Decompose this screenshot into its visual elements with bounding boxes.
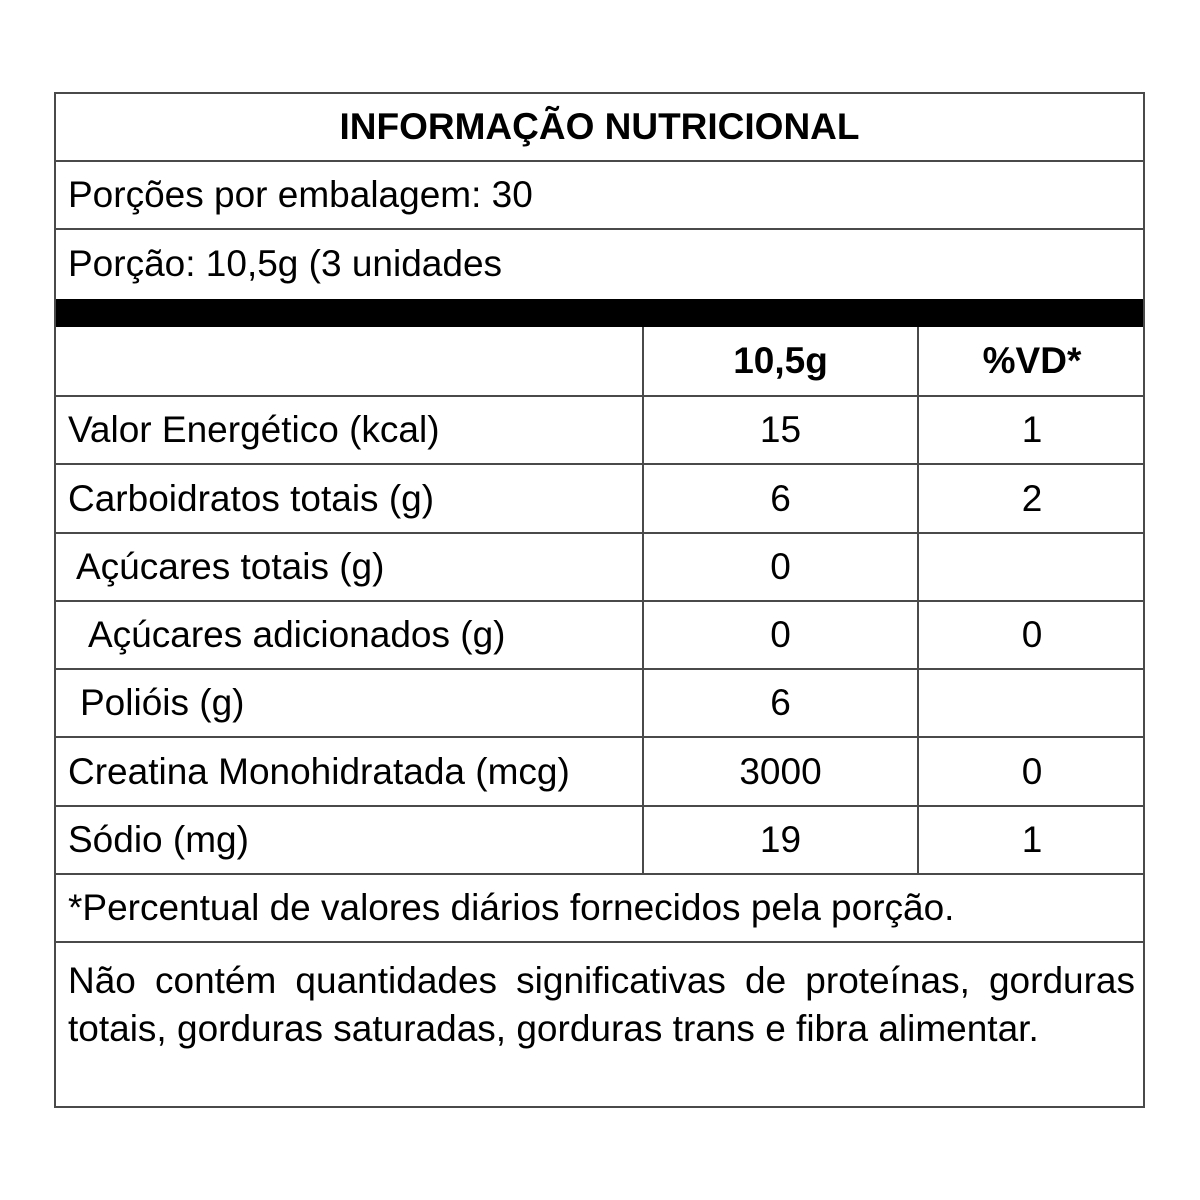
nutrient-amount: 0	[644, 602, 919, 668]
nutrient-amount: 15	[644, 397, 919, 463]
header-amount: 10,5g	[644, 327, 919, 395]
nutrient-name: Polióis (g)	[56, 670, 644, 736]
nutrient-amount: 6	[644, 465, 919, 532]
nutrient-amount: 0	[644, 534, 919, 600]
nutrient-name: Açúcares adicionados (g)	[56, 602, 644, 668]
nutrient-daily-value: 0	[1021, 750, 1043, 792]
table-row	[56, 670, 1143, 738]
nutrition-facts-panel	[54, 92, 1145, 1108]
table-row	[56, 738, 1143, 807]
table-row	[56, 465, 1143, 534]
footnote: *Percentual de valores diários fornecidos pela porção.	[56, 875, 1143, 943]
panel-title: INFORMAÇÃO NUTRICIONAL	[56, 94, 1143, 162]
nutrient-name: Valor Energético (kcal)	[56, 397, 644, 463]
serving-size: Porção: 10,5g (3 unidades	[68, 243, 503, 284]
nutrient-daily-value: 1	[1021, 819, 1043, 860]
table-row	[56, 397, 1143, 465]
nutrient-daily-value: 1	[1021, 409, 1043, 450]
nutrient-name: Creatina Monohidratada (mcg)	[56, 738, 644, 805]
nutrient-daily-value: 2	[1021, 477, 1043, 519]
table-row	[56, 807, 1143, 875]
table-header-row	[56, 327, 1143, 397]
nutrient-daily-value: 0	[1021, 614, 1043, 655]
nutrient-amount: 3000	[644, 738, 919, 805]
header-daily-value: %VD*	[982, 340, 1082, 381]
table-row	[56, 602, 1143, 670]
nutrient-name: Carboidratos totais (g)	[56, 465, 644, 532]
nutrient-amount: 6	[644, 670, 919, 736]
nutrient-name: Sódio (mg)	[56, 807, 644, 873]
servings-per-package: Porções por embalagem: 30	[56, 162, 1143, 230]
header-nutrient	[56, 327, 644, 395]
thick-divider	[56, 299, 1143, 327]
nutrient-name: Açúcares totais (g)	[56, 534, 644, 600]
table-row	[56, 534, 1143, 602]
disclaimer: Não contém quantidades significativas de proteínas, gorduras totais, gorduras saturadas, gorduras trans e fibra alimentar.	[68, 960, 1135, 1049]
nutrient-daily-value	[919, 534, 1145, 600]
nutrient-amount: 19	[644, 807, 919, 873]
nutrient-daily-value	[919, 670, 1145, 736]
